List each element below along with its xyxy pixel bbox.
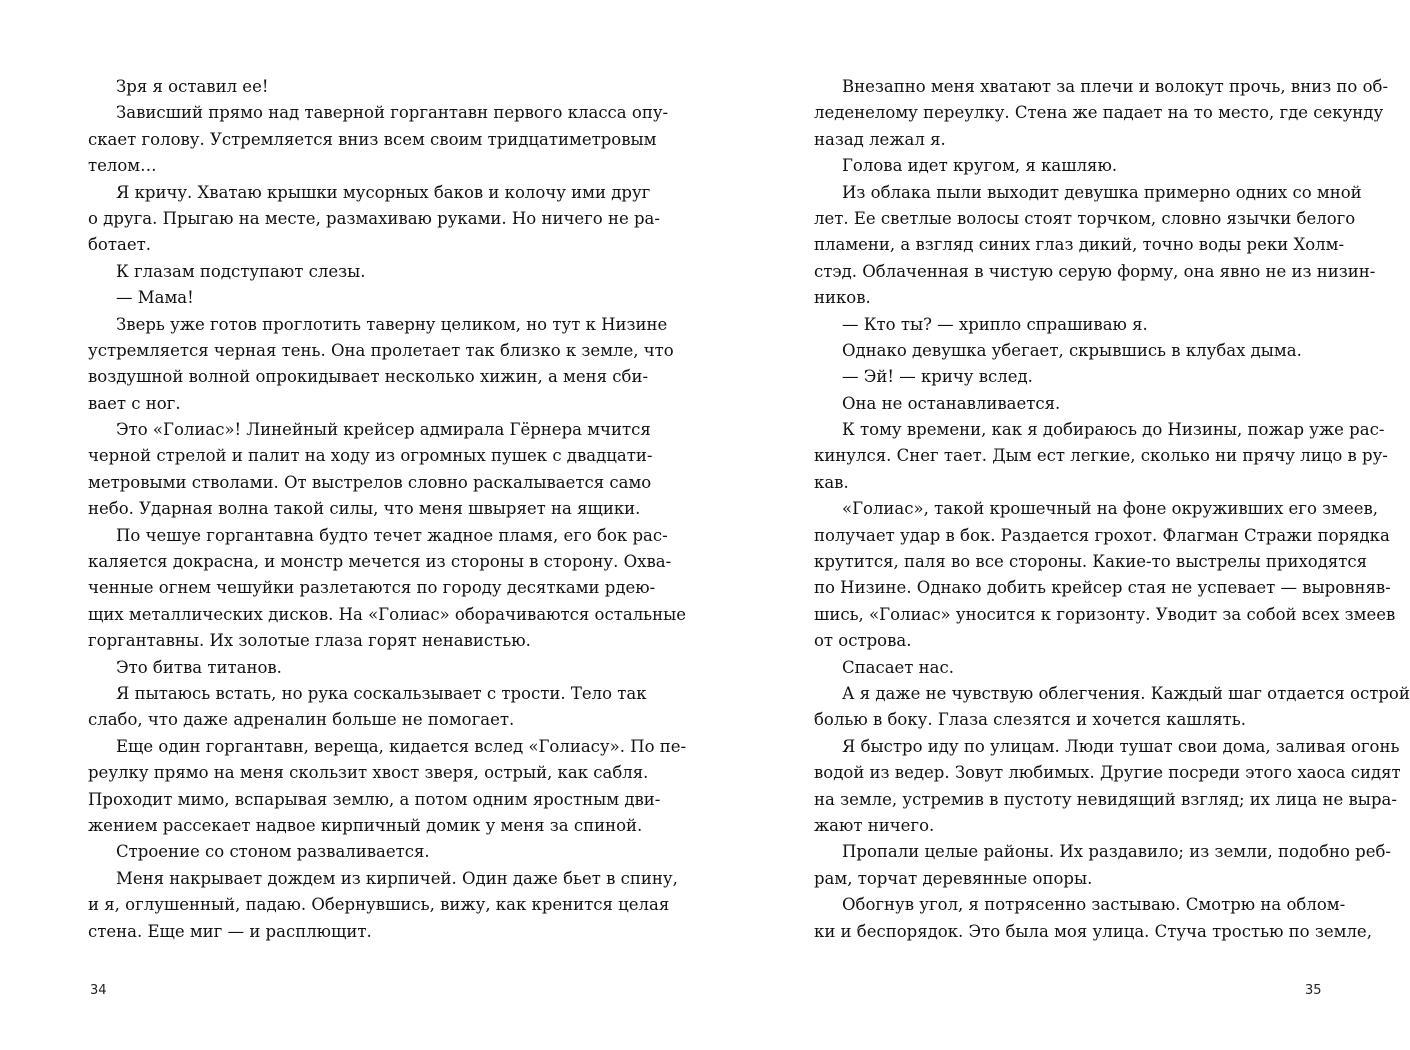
text-line: ников. — [814, 288, 871, 308]
text-line: Проходит мимо, вспарывая землю, а потом одним яростным дви- — [88, 789, 661, 809]
text-line: жением рассекает надвое кирпичный домик у меня за спиной. — [88, 815, 643, 835]
text-line: шись, «Голиас» уносится к горизонту. Уводит за собой всех змеев — [814, 604, 1396, 624]
text-line: черной стрелой и палит на ходу из огромных пушек с двадцати- — [88, 446, 653, 466]
text-line: Голова идет кругом, я кашляю. — [842, 156, 1118, 176]
text-line: Я быстро иду по улицам. Люди тушат свои дома, заливая огонь — [842, 736, 1400, 756]
text-line: щих металлических дисков. На «Голиас» оборачиваются остальные — [88, 604, 687, 624]
text-line: Это битва титанов. — [116, 657, 282, 677]
text-line: стена. Еще миг — и расплющит. — [88, 921, 372, 941]
text-line: Спасает нас. — [842, 657, 954, 677]
text-line: Это «Голиас»! Линейный крейсер адмирала Гёрнера мчится — [116, 420, 651, 440]
text-line: стэд. Облаченная в чистую серую форму, она явно не из низин- — [814, 261, 1376, 281]
left-page — [88, 74, 687, 974]
text-line: Зависший прямо над таверной горгантавн первого класса опу- — [116, 103, 669, 123]
text-line: болью в боку. Глаза слезятся и хочется кашлять. — [814, 710, 1247, 730]
text-line: вает с ног. — [88, 393, 181, 413]
left-page-text — [88, 74, 687, 945]
text-line: Еще один горгантавн, вереща, кидается вслед «Голиасу». По пе- — [116, 736, 687, 756]
text-line: небо. Ударная волна такой силы, что меня швыряет на ящики. — [88, 499, 641, 519]
text-line: крутится, паля во все стороны. Какие-то выстрелы приходятся — [814, 552, 1368, 572]
text-line: Я пытаюсь встать, но рука соскальзывает с трости. Тело так — [116, 683, 647, 703]
text-line: на земле, устремив в пустоту невидящий взгляд; их лица не выра- — [814, 789, 1397, 809]
text-line: По чешуе горгантавна будто течет жадное пламя, его бок рас- — [116, 525, 668, 545]
text-line: пламени, а взгляд синих глаз дикий, точно воды реки Холм- — [814, 235, 1345, 255]
text-line: Строение со стоном разваливается. — [116, 842, 430, 862]
text-line: устремляется черная тень. Она пролетает так близко к земле, что — [88, 340, 674, 360]
text-line: Внезапно меня хватают за плечи и волокут прочь, вниз по об- — [842, 77, 1389, 96]
left-page-number: 34 — [90, 983, 107, 998]
text-line: К тому времени, как я добираюсь до Низины, пожар уже рас- — [842, 420, 1385, 440]
text-line: ченные огнем чешуйки разлетаются по городу десятками рдею- — [88, 578, 656, 598]
text-line: о друга. Прыгаю на месте, размахиваю руками. Но ничего не ра- — [88, 208, 660, 228]
text-line: воздушной волной опрокидывает несколько хижин, а меня сби- — [88, 367, 649, 387]
text-line: рам, торчат деревянные опоры. — [814, 868, 1093, 888]
text-line: — Мама! — [116, 288, 194, 308]
text-line: лет. Ее светлые волосы стоят торчком, словно язычки белого — [814, 208, 1356, 228]
text-line: Я кричу. Хватаю крышки мусорных баков и колочу ими друг — [116, 182, 651, 202]
text-line: Пропали целые районы. Их раздавило; из земли, подобно реб- — [842, 842, 1392, 862]
text-line: Зря я оставил ее! — [116, 77, 269, 96]
text-line: жают ничего. — [814, 815, 935, 835]
text-line: телом… — [88, 156, 157, 176]
text-line: — Кто ты? — хрипло спрашиваю я. — [842, 314, 1148, 334]
text-line: получает удар в бок. Раздается грохот. Флагман Стражи порядка — [814, 525, 1390, 545]
text-line: от острова. — [814, 631, 912, 651]
text-line: водой из ведер. Зовут любимых. Другие посреди этого хаоса сидят — [814, 763, 1401, 783]
text-line: ки и беспорядок. Это была моя улица. Стуча тростью по земле, — [814, 921, 1372, 941]
text-line: — Эй! — кричу вслед. — [842, 367, 1033, 387]
text-line: ботает. — [88, 235, 151, 255]
text-line: слабо, что даже адреналин больше не помогает. — [88, 710, 515, 730]
right-page — [814, 74, 1410, 974]
text-line: по Низине. Однако добить крейсер стая не успевает — выровняв- — [814, 578, 1391, 598]
text-line: Зверь уже готов проглотить таверну целиком, но тут к Низине — [116, 314, 668, 334]
text-line: кинулся. Снег тает. Дым ест легкие, сколько ни прячу лицо в ру- — [814, 446, 1388, 466]
text-line: К глазам подступают слезы. — [116, 261, 366, 281]
right-page-number: 35 — [1305, 983, 1322, 998]
text-line: Однако девушка убегает, скрывшись в клубах дыма. — [842, 340, 1302, 360]
text-line: «Голиас», такой крошечный на фоне окруживших его змеев, — [842, 499, 1379, 519]
text-line: назад лежал я. — [814, 129, 946, 149]
text-line: Из облака пыли выходит девушка примерно одних со мной — [842, 182, 1362, 202]
text-line: горгантавны. Их золотые глаза горят ненавистью. — [88, 631, 531, 651]
text-line: кав. — [814, 472, 849, 492]
text-line: и я, оглушенный, падаю. Обернувшись, вижу, как кренится целая — [88, 895, 670, 915]
text-line: метровыми стволами. От выстрелов словно раскалывается само — [88, 472, 652, 492]
text-line: Она не останавливается. — [842, 393, 1061, 413]
text-line: леденелому переулку. Стена же падает на то место, где секунду — [814, 103, 1384, 123]
text-line: Меня накрывает дождем из кирпичей. Один даже бьет в спину, — [116, 868, 678, 888]
text-line: каляется докрасна, и монстр мечется из стороны в сторону. Охва- — [88, 552, 672, 572]
right-page-text — [814, 74, 1410, 945]
text-line: Обогнув угол, я потрясенно застываю. Смотрю на облом- — [842, 895, 1346, 915]
text-line: скает голову. Устремляется вниз всем своим тридцатиметровым — [88, 129, 657, 149]
text-line: реулку прямо на меня скользит хвост зверя, острый, как сабля. — [88, 763, 649, 783]
text-line: А я даже не чувствую облегчения. Каждый шаг отдается острой — [842, 683, 1410, 703]
